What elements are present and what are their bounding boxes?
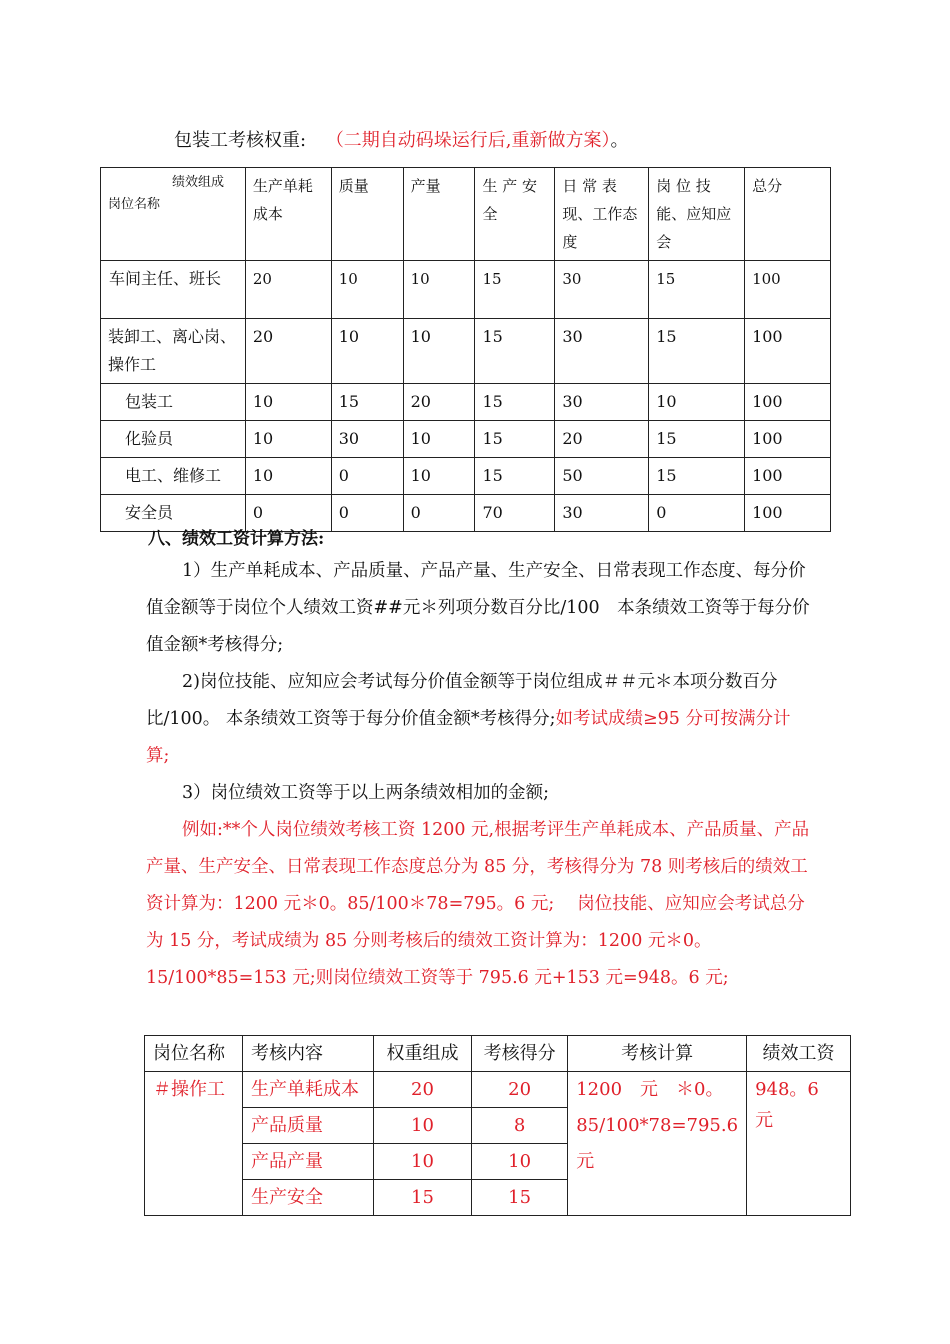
cell: 15 bbox=[649, 319, 745, 384]
section-title: 八、绩效工资计算方法: bbox=[148, 529, 325, 549]
cell: 15 bbox=[475, 319, 555, 384]
corner-top: 绩效组成 bbox=[172, 175, 225, 190]
cell: 100 bbox=[745, 458, 831, 495]
header-cell: 考核内容 bbox=[242, 1036, 373, 1072]
table-row bbox=[101, 458, 831, 495]
row-name: 包装工 bbox=[101, 384, 246, 421]
cell: 15 bbox=[331, 384, 403, 421]
header-cell: 总分 bbox=[745, 168, 831, 261]
cell: 15 bbox=[475, 384, 555, 421]
cell: 0 bbox=[649, 495, 745, 532]
table-row bbox=[145, 1072, 851, 1108]
score-cell: 20 bbox=[472, 1072, 568, 1108]
cell: 100 bbox=[745, 384, 831, 421]
table-row bbox=[101, 261, 831, 319]
example-table-header bbox=[145, 1036, 851, 1072]
paragraph-2 bbox=[146, 664, 811, 775]
header-cell: 质量 bbox=[331, 168, 403, 261]
row-name: 电工、维修工 bbox=[101, 458, 246, 495]
intro-note: （二期自动码垛运行后,重新做方案） bbox=[325, 130, 611, 151]
example-paragraph: 例如:**个人岗位绩效考核工资 1200 元,根据考评生产单耗成本、产品质量、产品产量、生产安全、日常表现工作态度总分为 85 分，考核得分为 78 则考核后的绩效工资计算为：1200 元＊0。85/100＊78=795。6 元; 岗位技能、应知应会考试总分为 15 分，考试成绩为 85 分则考核后的绩效工资计算为：1200 元＊0。15/100*85=153 元;则岗位绩效工资等于 795.6 元+153 元=948。6 元; bbox=[146, 820, 810, 988]
cell: 30 bbox=[555, 261, 649, 319]
header-cell: 考核得分 bbox=[472, 1036, 568, 1072]
cell: 100 bbox=[745, 261, 831, 319]
cell: 15 bbox=[649, 458, 745, 495]
weight-table bbox=[100, 167, 831, 532]
cell: 10 bbox=[403, 261, 475, 319]
cell: 0 bbox=[403, 495, 475, 532]
example-table bbox=[144, 1035, 851, 1216]
weight-table-header bbox=[101, 168, 831, 261]
paragraph-2-highlight: 如考试成绩≥95 分可按满分计算; bbox=[146, 709, 791, 766]
intro-label: 包装工考核权重: bbox=[174, 130, 307, 151]
row-name: 装卸工、离心岗、 操作工 bbox=[101, 319, 246, 384]
content-cell: 产品质量 bbox=[242, 1108, 373, 1144]
cell: 15 bbox=[649, 261, 745, 319]
header-cell: 权重组成 bbox=[373, 1036, 471, 1072]
cell: 10 bbox=[245, 421, 331, 458]
cell: 15 bbox=[649, 421, 745, 458]
cell: 30 bbox=[555, 319, 649, 384]
paragraph-1: 1）生产单耗成本、产品质量、产品产量、生产安全、日常表现工作态度、每分价值金额等于岗位个人绩效工资##元＊列项分数百分比/100 本条绩效工资等于每分价值金额*考核得分; bbox=[146, 561, 810, 655]
content-cell: 生产单耗成本 bbox=[242, 1072, 373, 1108]
cell: 20 bbox=[403, 384, 475, 421]
cell: 10 bbox=[331, 319, 403, 384]
intro-end: 。 bbox=[610, 130, 629, 151]
cell: 100 bbox=[745, 421, 831, 458]
cell: 0 bbox=[331, 495, 403, 532]
cell: 10 bbox=[403, 421, 475, 458]
content-cell: 生产安全 bbox=[242, 1180, 373, 1216]
cell: 20 bbox=[245, 261, 331, 319]
header-cell: 生产单耗成本 bbox=[245, 168, 331, 261]
weight-cell: 10 bbox=[373, 1144, 471, 1180]
score-cell: 15 bbox=[472, 1180, 568, 1216]
row-name: 化验员 bbox=[101, 421, 246, 458]
cell: 30 bbox=[555, 384, 649, 421]
table-row bbox=[101, 384, 831, 421]
calc-cell: 1200 元 ＊0。85/100*78=795.6 元 bbox=[568, 1072, 747, 1216]
position-cell: ＃操作工 bbox=[145, 1072, 243, 1216]
cell: 20 bbox=[245, 319, 331, 384]
header-cell: 考核计算 bbox=[568, 1036, 747, 1072]
weight-cell: 10 bbox=[373, 1108, 471, 1144]
header-cell: 绩效工资 bbox=[747, 1036, 851, 1072]
intro-line bbox=[174, 126, 629, 152]
score-cell: 8 bbox=[472, 1108, 568, 1144]
cell: 10 bbox=[403, 458, 475, 495]
wage-cell: 948。6 元 bbox=[747, 1072, 851, 1216]
cell: 30 bbox=[555, 495, 649, 532]
cell: 10 bbox=[245, 458, 331, 495]
cell: 0 bbox=[331, 458, 403, 495]
cell: 100 bbox=[745, 319, 831, 384]
cell: 20 bbox=[555, 421, 649, 458]
weight-cell: 20 bbox=[373, 1072, 471, 1108]
header-cell: 产量 bbox=[403, 168, 475, 261]
corner-cell bbox=[101, 168, 246, 261]
content-cell: 产品产量 bbox=[242, 1144, 373, 1180]
cell: 0 bbox=[245, 495, 331, 532]
cell: 30 bbox=[331, 421, 403, 458]
score-cell: 10 bbox=[472, 1144, 568, 1180]
table-row bbox=[101, 421, 831, 458]
header-cell: 日 常 表现、工作态度 bbox=[555, 168, 649, 261]
cell: 50 bbox=[555, 458, 649, 495]
corner-bottom: 岗位名称 bbox=[108, 197, 161, 212]
header-cell: 岗位名称 bbox=[145, 1036, 243, 1072]
cell: 70 bbox=[475, 495, 555, 532]
cell: 10 bbox=[403, 319, 475, 384]
cell: 10 bbox=[649, 384, 745, 421]
cell: 15 bbox=[475, 421, 555, 458]
cell: 15 bbox=[475, 261, 555, 319]
weight-cell: 15 bbox=[373, 1180, 471, 1216]
cell: 100 bbox=[745, 495, 831, 532]
row-name: 安全员 bbox=[101, 495, 246, 532]
section-body bbox=[146, 553, 811, 997]
paragraph-3: 3）岗位绩效工资等于以上两条绩效相加的金额; bbox=[182, 783, 550, 803]
paragraph-2-text: 2)岗位技能、应知应会考试每分价值金额等于岗位组成＃＃元＊本项分数百分比/100。 本条绩效工资等于每分价值金额*考核得分; bbox=[146, 672, 778, 729]
cell: 15 bbox=[475, 458, 555, 495]
header-cell: 生 产 安全 bbox=[475, 168, 555, 261]
cell: 10 bbox=[331, 261, 403, 319]
row-name: 车间主任、班长 bbox=[101, 261, 246, 319]
header-cell: 岗 位 技能、应知应会 bbox=[649, 168, 745, 261]
cell: 10 bbox=[245, 384, 331, 421]
table-row bbox=[101, 319, 831, 384]
